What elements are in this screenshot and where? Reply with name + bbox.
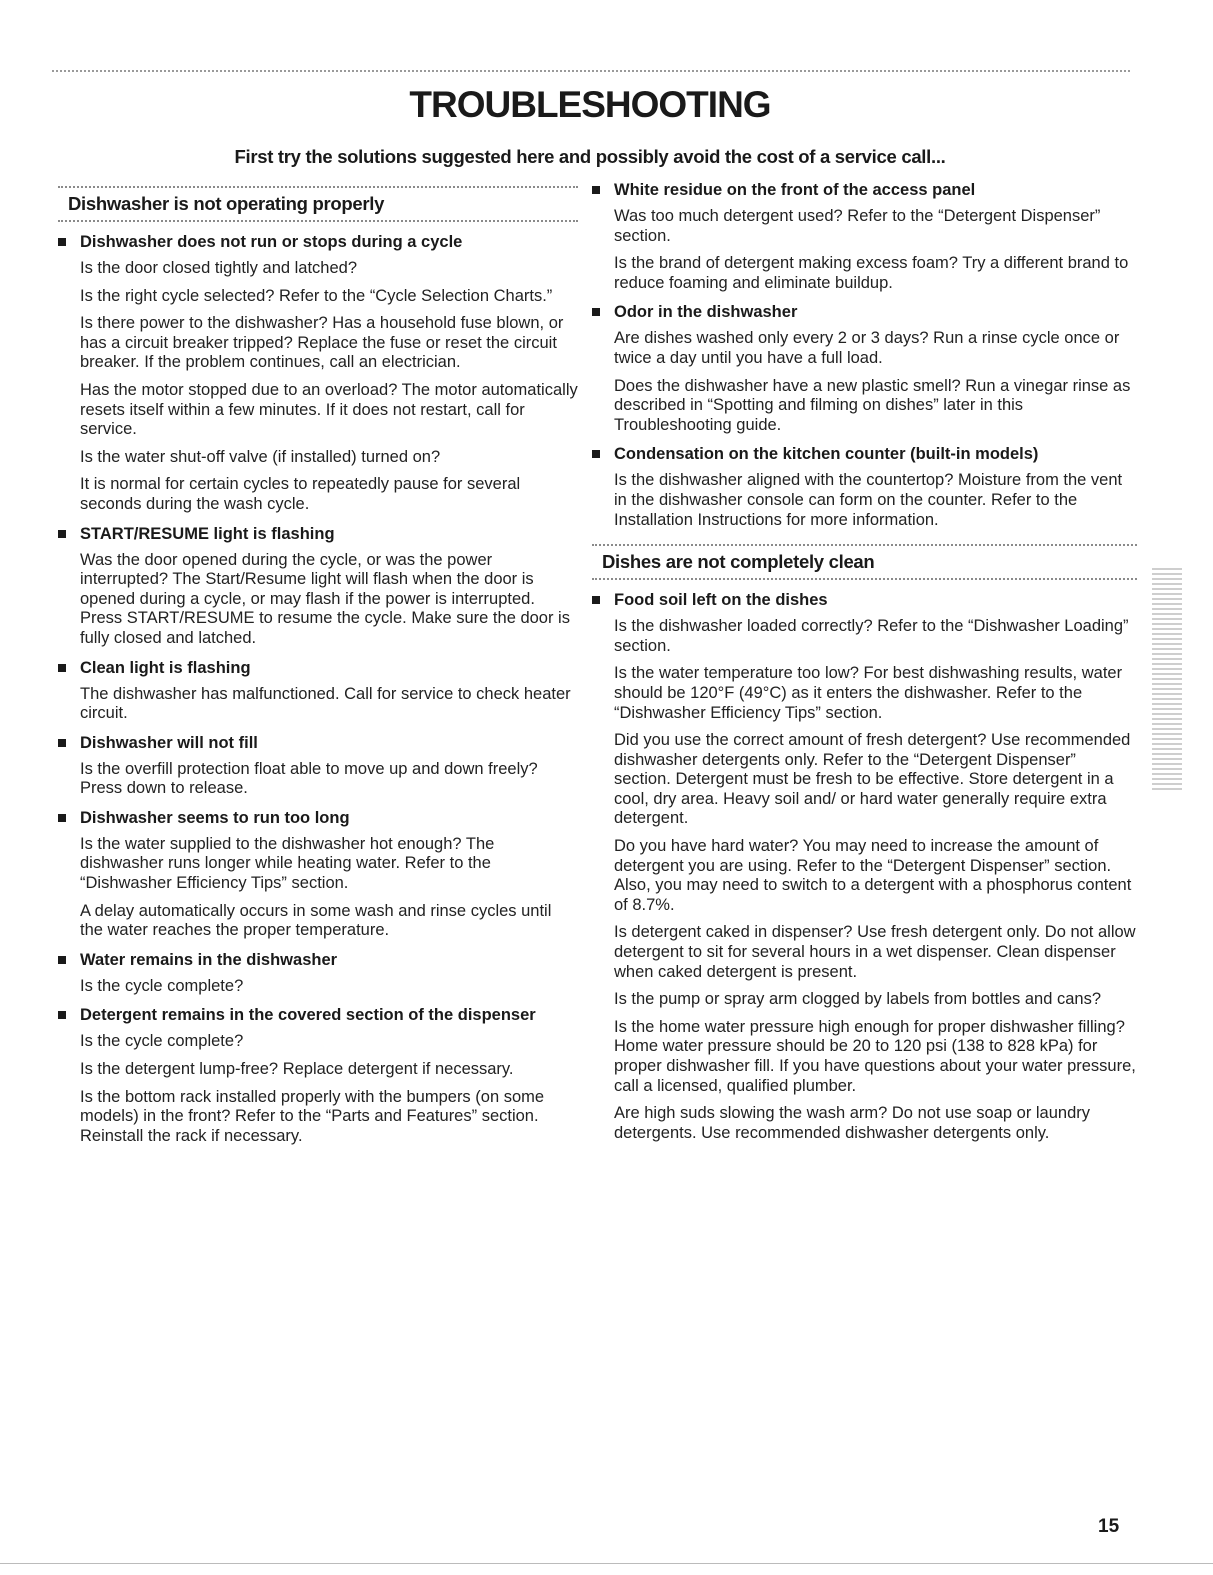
square-bullet-icon (58, 739, 66, 747)
square-bullet-icon (592, 596, 600, 604)
solution-text: A delay automatically occurs in some wash and rinse cycles until the water reaches the proper temperature. (80, 901, 552, 940)
solution-text: Is the water supplied to the dishwasher hot enough? The dishwasher runs longer while heating water. Refer to the “Dishwasher Efficiency Tips” section. (80, 834, 495, 893)
square-bullet-icon (592, 186, 600, 194)
section-title: Dishwasher is not operating properly (68, 193, 385, 214)
solution-text: Are dishes washed only every 2 or 3 days? Run a rinse cycle once or twice a day until you have a full load. (614, 329, 1120, 367)
solution-text: Was the door opened during the cycle, or was the power interrupted? The Start/Resume light will flash when the door is opened during a cycle, or may flash if the power is interrupted. Press START/RESUME to resume the cycle. Make sure the door is fully closed and latched. (80, 550, 570, 647)
solution-text: Is the bottom rack installed properly with the bumpers (on some models) in the front? Refer to the “Parts and Features” section. Reinstall the rack if necessary. (80, 1087, 545, 1145)
square-bullet-icon (592, 450, 600, 458)
problem-heading (58, 232, 578, 252)
problem-heading (58, 1005, 578, 1025)
problem-heading (58, 658, 578, 678)
problem-heading (58, 524, 578, 544)
problem-item (58, 232, 578, 515)
problem-heading-text: Water remains in the dishwasher (80, 950, 338, 969)
solution-text: Has the motor stopped due to an overload? The motor automatically resets itself within a few minutes. If it does not restart, call for service. (80, 380, 578, 439)
solution-text: Is the detergent lump-free? Replace detergent if necessary. (80, 1060, 514, 1079)
solution-text: Did you use the correct amount of fresh detergent? Use recommended dishwasher detergents only. Refer to the “Detergent Dispenser” section. Detergent must be fresh to be effective. Store detergent in a cool, dry area. Heavy soil and/ or hard water generally require extra detergent. (614, 731, 1131, 828)
problem-heading-text: Dishwasher seems to run too long (80, 808, 350, 827)
square-bullet-icon (58, 530, 66, 538)
page-subtitle: First try the solutions suggested here and possibly avoid the cost of a service call... (234, 146, 946, 167)
problem-heading-text: Dishwasher does not run or stops during a cycle (80, 233, 463, 251)
problem-item (58, 950, 578, 997)
left-problem-list (58, 232, 578, 1146)
problem-heading-text: Food soil left on the dishes (614, 591, 828, 610)
right-problem-list-top (592, 180, 1137, 530)
solution-text: Is the overfill protection float able to move up and down freely? Press down to release. (80, 759, 538, 798)
solution-text: Are high suds slowing the wash arm? Do not use soap or laundry detergents. Use recommended dishwasher detergents only. (614, 1104, 1091, 1142)
problem-item (58, 733, 578, 799)
solution-text: Is the pump or spray arm clogged by labels from bottles and cans? (614, 990, 1101, 1009)
scan-margin-mark (1152, 568, 1182, 790)
problem-heading (58, 808, 578, 828)
problem-heading (58, 950, 578, 970)
left-column (58, 186, 578, 1154)
solution-text: Is the home water pressure high enough for proper dishwasher filling? Home water pressure should be 20 to 120 psi (138 to 828 kPa) for proper dishwasher fill. If you have questions about your water pressure, call a licensed, qualified plumber. (614, 1017, 1136, 1095)
section-header-not-clean (592, 544, 1137, 580)
problem-heading (58, 733, 578, 753)
problem-heading-text: Detergent remains in the covered section of the dispenser (80, 1006, 536, 1025)
problem-heading-text: White residue on the front of the access panel (614, 181, 976, 199)
solution-text: Is the dishwasher loaded correctly? Refer to the “Dishwasher Loading” section. (614, 617, 1129, 655)
solution-text: Is the cycle complete? (80, 976, 244, 995)
problem-item (58, 524, 578, 649)
problem-heading-text: Dishwasher will not fill (80, 733, 258, 752)
page-number: 15 (1098, 1516, 1120, 1537)
solution-text: Is the cycle complete? (80, 1032, 244, 1051)
solution-text: The dishwasher has malfunctioned. Call for service to check heater circuit. (80, 684, 571, 723)
problem-heading (592, 180, 1137, 200)
problem-heading-text: Condensation on the kitchen counter (built-in models) (614, 445, 1039, 464)
problem-item (592, 444, 1137, 530)
problem-item (592, 302, 1137, 435)
square-bullet-icon (58, 956, 66, 964)
solution-text: Is the right cycle selected? Refer to the “Cycle Selection Charts.” (80, 286, 553, 305)
top-dotted-rule (52, 70, 1130, 72)
square-bullet-icon (592, 308, 600, 316)
solution-text: Do you have hard water? You may need to increase the amount of detergent you are using. Refer to the “Detergent Dispenser” section. Also, you may need to switch to a detergent with a phosphorus content of 8.7%. (614, 837, 1132, 914)
page-title: TROUBLESHOOTING (409, 84, 771, 125)
problem-heading-text: Odor in the dishwasher (614, 303, 798, 322)
solution-text: Is the door closed tightly and latched? (80, 259, 358, 277)
problem-item (58, 808, 578, 941)
square-bullet-icon (58, 664, 66, 672)
square-bullet-icon (58, 238, 66, 246)
problem-item (58, 1005, 578, 1146)
square-bullet-icon (58, 1011, 66, 1019)
bottom-rule (0, 1563, 1213, 1564)
solution-text: Is the brand of detergent making excess foam? Try a different brand to reduce foaming and eliminate buildup. (614, 254, 1129, 292)
solution-text: Is the dishwasher aligned with the countertop? Moisture from the vent in the dishwasher console can form on the counter. Refer to the Installation Instructions for more information. (614, 471, 1123, 529)
problem-item (58, 658, 578, 724)
solution-text: Was too much detergent used? Refer to the “Detergent Dispenser” section. (614, 207, 1101, 245)
problem-heading (592, 444, 1137, 464)
right-column (592, 180, 1137, 1151)
right-problem-list-bottom (592, 590, 1137, 1143)
problem-heading-text: START/RESUME light is flashing (80, 524, 335, 543)
solution-text: Is the water temperature too low? For best dishwashing results, water should be 120°F (49°C) as it enters the dishwasher. Refer to the “Dishwasher Efficiency Tips” section. (614, 664, 1123, 722)
section-header-not-operating (58, 186, 578, 222)
solution-text: Is the water shut-off valve (if installed) turned on? (80, 447, 441, 466)
solution-text: Does the dishwasher have a new plastic smell? Run a vinegar rinse as described in “Spotting and filming on dishes” later in this Troubleshooting guide. (614, 376, 1131, 434)
problem-item (592, 180, 1137, 293)
problem-heading-text: Clean light is flashing (80, 658, 251, 677)
solution-text: Is detergent caked in dispenser? Use fresh detergent only. Do not allow detergent to sit for several hours in a wet dispenser. Clean dispenser when caked detergent is present. (614, 923, 1136, 981)
problem-item (592, 590, 1137, 1143)
section-title: Dishes are not completely clean (602, 551, 875, 573)
solution-text: Is there power to the dishwasher? Has a household fuse blown, or has a circuit breaker tripped? Replace the fuse or reset the circuit breaker. If the problem continues, call an electrician. (80, 314, 564, 372)
square-bullet-icon (58, 814, 66, 822)
problem-heading (592, 302, 1137, 322)
problem-heading (592, 590, 1137, 610)
solution-text: It is normal for certain cycles to repeatedly pause for several seconds during the wash cycle. (80, 475, 521, 513)
